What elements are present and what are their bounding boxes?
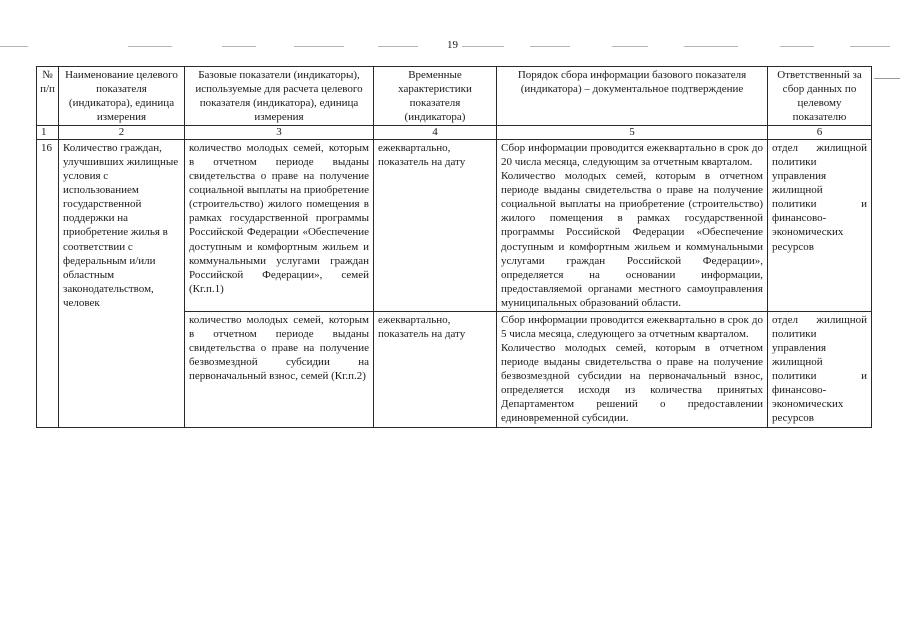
header-rule [780, 46, 814, 47]
column-number: 1 [37, 126, 59, 140]
header-collection-procedure: Порядок сбора информации базового показателя (индикатора) – документальное подтверждение [497, 67, 768, 126]
table-row [37, 139, 872, 311]
row-number: 16 [37, 139, 59, 427]
header-rule [462, 46, 504, 47]
collection-paragraph: Сбор информации проводится ежеквартально в срок до 20 числа месяца, следующим за отчетным кварталом. [501, 141, 763, 169]
header-rule [378, 46, 418, 47]
header-timing: Временные характеристики показателя (индикатора) [374, 67, 497, 126]
timing-cell: ежеквартально, показатель на дату [374, 311, 497, 427]
table-header-row [37, 67, 872, 126]
responsible-cell: отдел жилищной политики управления жилищной политики и финансово-экономических ресурсов [768, 311, 872, 427]
indicators-table [36, 66, 872, 428]
column-number: 3 [185, 126, 374, 140]
column-number-row [37, 126, 872, 140]
header-rule [612, 46, 648, 47]
margin-rule [874, 78, 900, 79]
header-number: № п/п [37, 67, 59, 126]
collection-paragraph: Количество молодых семей, которым в отчетном периоде выданы свидетельства о праве на получение безвозмездной субсидии на первоначальный взнос, определяется исходя из количества принятых Департаментом решений о предоставлении единовременной субсидии. [501, 342, 763, 425]
collection-paragraph: Сбор информации проводится ежеквартально в срок до 5 числа месяца, следующего за отчетным кварталом. [501, 313, 763, 340]
header-rule [294, 46, 344, 47]
header-base-indicators: Базовые показатели (индикаторы), используемые для расчета целевого показателя (индикатора), единица измерения [185, 67, 374, 126]
column-number: 2 [59, 126, 185, 140]
page-number: 19 [447, 39, 458, 51]
header-rule [0, 46, 28, 47]
column-number: 4 [374, 126, 497, 140]
column-number: 6 [768, 126, 872, 140]
header-indicator-name: Наименование целевого показателя (индикатора), единица измерения [59, 67, 185, 126]
base-indicator-cell: количество молодых семей, которым в отчетном периоде выданы свидетельства о праве на получение социальной выплаты на приобретение (строительство) жилого помещения в рамках государственной программы Российской Федерации «Обеспечение доступным и комфортным жильем и коммунальными услугами граждан Российской Федерации», семей (Кг.п.1) [185, 139, 374, 311]
header-responsible: Ответственный за сбор данных по целевому показателю [768, 67, 872, 126]
column-number: 5 [497, 126, 768, 140]
responsible-cell: отдел жилищной политики управления жилищной политики и финансово-экономических ресурсов [768, 139, 872, 311]
base-indicator-cell: количество молодых семей, которым в отчетном периоде выданы свидетельства о праве на получение безвозмездной субсидии на первоначальный взнос, семей (Кг.п.2) [185, 311, 374, 427]
header-rule [850, 46, 890, 47]
header-rule [684, 46, 738, 47]
timing-cell: ежеквартально, показатель на дату [374, 139, 497, 311]
collection-procedure-cell [497, 139, 768, 311]
indicator-name-cell: Количество граждан, улучшивших жилищные условия с использованием государственной поддержки на приобретение жилья в соответствии с федеральным и/или областным законодательством, человек [59, 139, 185, 427]
header-rule [222, 46, 256, 47]
header-rule [530, 46, 570, 47]
collection-paragraph: Количество молодых семей, которым в отчетном периоде выданы свидетельства о праве на получение социальной выплаты на приобретение (строительство) жилого помещения в рамках государственной программы Российской Федерации «Обеспечение доступным и комфортным жильем и коммунальными услугами граждан Российской Федерации», определяется на основании информации, предоставляемой органами местного самоуправления муниципальных образований области. [501, 170, 763, 309]
header-rule [128, 46, 172, 47]
collection-procedure-cell [497, 311, 768, 427]
